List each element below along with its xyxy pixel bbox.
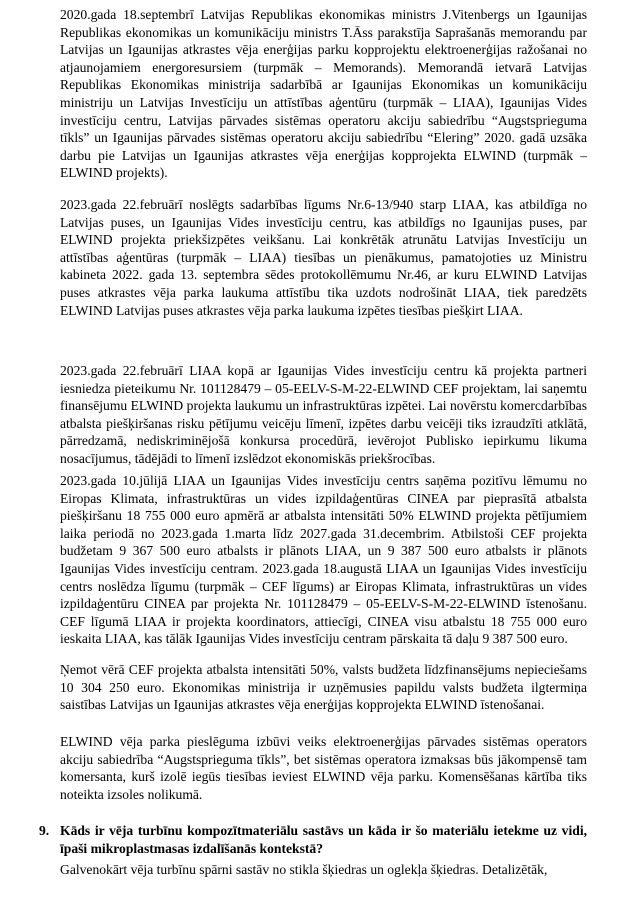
paragraph-grid-connection: ELWIND vēja parka pieslēguma izbūvi veiks elektroenerģijas pārvades sistēmas operators akciju sabiedrība “Augstsprieguma tīkls”, bet sistēmas operatora izmaksas būs jākompensē tam komersanta, kurš izolē iegūs tiesības ieviest ELWIND vēja parku. Komensēšanas kārtība tiks noteikta izsoles nolikumā.: [60, 734, 587, 802]
paragraph-cinea-decision: 2023.gada 10.jūlijā LIAA un Igaunijas Vides investīciju centrs saņēma pozitīvu lēmumu no Eiropas Klimata, infrastruktūras un vides izpildaģentūras CINEA par pieprasītā atbalsta piešķiršanu 18 755 000 euro apmērā ar atbalsta intensitāti 50% ELWIND projekta pētījumiem laika periodā no 2023.gada 1.marta līdz 2027.gada 31.decembrim. Atbilstoši CEF projekta budžetam 9 367 500 euro atbalsts ir plānots LIAA, un 9 387 500 euro atbalsts ir plānots Igaunijas Vides investīciju centram. 2023.gada 18.augustā LIAA un Igaunijas Vides investīciju centrs noslēdza līgumu (turpmāk – CEF līgums) ar Eiropas Klimata, infrastruktūras un vides izpildaģentūru CINEA par projekta Nr. 101128479 – 05-EELV-S-M-22-ELWIND īstenošanu. CEF līgumā LIAA ir projekta koordinators, attiecīgi, CINEA visu atbalstu 18 755 000 euro ieskaita LIAA, kas tālāk Igaunijas Vides investīciju centram pārskaita tā daļu 9 387 500 euro.: [60, 473, 587, 647]
question-heading: Kāds ir vēja turbīnu kompozītmateriālu sastāvs un kāda ir šo materiālu ietekme uz vidi, īpaši mikroplastmasas izdalīšanās kontekstā?: [60, 823, 587, 856]
paragraph-cef-application: 2023.gada 22.februārī LIAA kopā ar Igaunijas Vides investīciju centru kā projekta partneri iesniedza pieteikumu Nr. 101128479 – 05-EELV-S-M-22-ELWIND CEF projektam, lai saņemtu finansējumu ELWIND projekta laukumu un infrastruktūras izpētei. Lai novērstu komercdarbības atbalsta piešķiršanas risku pētījumu veicēju līmenī, izpētes darbu veicēji tiks izraudzīti atklātā, pārredzamā, nediskriminējošā konkursa procedūrā, ievērojot Publisko iepirkumu likuma nosacījumus, tādējādi to līmenī izslēdzot ekonomiskās priekšrocības.: [60, 363, 587, 466]
paragraph-cofinancing: Ņemot vērā CEF projekta atbalsta intensitāti 50%, valsts budžeta līdzfinansējums nepieciešams 10 304 250 euro. Ekonomikas ministrija ir uzņēmusies papildu valsts budžeta ilgtermiņa saistības Latvijas un Igaunijas atkrastes vēja enerģijas kopprojekta ELWIND īstenošanai.: [60, 662, 587, 713]
paragraph-cooperation-agreement: 2023.gada 22.februārī noslēgts sadarbības līgums Nr.6-13/940 starp LIAA, kas atbildīga no Latvijas puses, un Igaunijas Vides investīciju centru, kas atbildīgs no Igaunijas puses, par ELWIND projekta priekšizpētes veikšanu. Lai konkrētāk atrunātu Latvijas Investīciju un attīstības aģentūras (turpmāk – LIAA) tiesības un pienākumus, pamatojoties uz Ministru kabineta 2022. gada 13. septembra sēdes protokollēmumu Nr.46, ar kuru ELWIND Latvijas puses atkrastes vēja parka laukuma attīstību tika uzdots nodrošināt LIAA, tiek paredzēts ELWIND Latvijas puses atkrastes vēja parka laukuma izpētes tiesības piešķirt LIAA.: [60, 197, 587, 318]
paragraph-answer-start: Galvenokārt vēja turbīnu spārni sastāv no stikla šķiedras un oglekļa šķiedras. Detalizētāk,: [60, 862, 548, 877]
paragraph-memorandum: 2020.gada 18.septembrī Latvijas Republikas ekonomikas ministrs J.Vitenbergs un Igaunijas Republikas ekonomikas un komunikāciju ministrs T.Āss parakstīja Saprašanās memorandu par Latvijas un Igaunijas atkrastes vēja enerģijas parku kopprojektu elektroenerģijas ražošanai no atjaunojamiem energoresursiem (turpmāk – Memorands). Memorandā ietvarā Latvijas Republikas Ekonomikas ministrija sadarbībā ar Igaunijas Ekonomikas un komunikāciju ministriju un Latvijas Investīciju un attīstības aģentūru (turpmāk – LIAA), Igaunijas Vides investīciju centru, Latvijas pārvades sistēmas operatoru akciju sabiedrību “Augstsprieguma tīkls” un Igaunijas pārvades sistēmas operatoru akciju sabiedrību “Elering” 2020. gadā uzsāka darbu pie Latvijas un Igaunijas atkrastes vēja enerģijas kopprojekta ELWIND (turpmāk – ELWIND projekts).: [60, 7, 587, 181]
question-number: 9.: [39, 823, 50, 838]
